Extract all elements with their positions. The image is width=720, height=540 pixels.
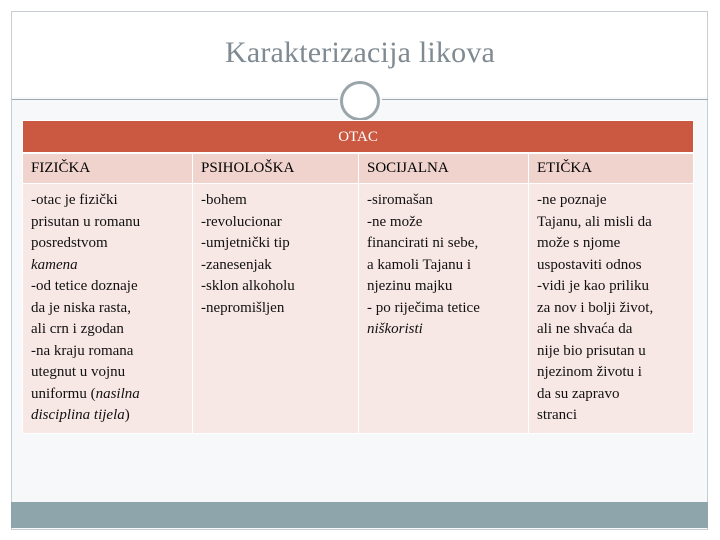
text-line: da je niska rasta, bbox=[31, 299, 131, 316]
title-divider-right bbox=[382, 99, 708, 100]
text-fragment: ) bbox=[124, 407, 130, 423]
text-line: financirati ni sebe, bbox=[367, 235, 479, 251]
text-line: njezinom životu i bbox=[537, 364, 642, 380]
text-line: -siromašan bbox=[367, 192, 433, 208]
text-line: -sklon alkoholu bbox=[201, 278, 295, 294]
characterization-table bbox=[22, 120, 694, 434]
table-row bbox=[23, 184, 694, 434]
cell-eticka bbox=[529, 184, 694, 434]
text-line: stranci bbox=[537, 407, 577, 423]
text-line: uspostaviti odnos bbox=[537, 256, 642, 273]
text-line: kamena bbox=[31, 256, 78, 273]
column-header-psiholoska: PSIHOLOŠKA bbox=[193, 153, 359, 184]
column-header-fizicka: FIZIČKA bbox=[23, 153, 193, 184]
cell-psiholoska bbox=[193, 184, 359, 434]
text-line: -revolucionar bbox=[201, 213, 282, 230]
column-header-socijalna: SOCIJALNA bbox=[359, 153, 529, 184]
text-line: -vidi je kao priliku bbox=[537, 278, 650, 294]
text-line: za nov i bolji život, bbox=[537, 299, 654, 316]
text-line: -nepromišljen bbox=[201, 299, 285, 316]
text-line: -umjetnički tip bbox=[201, 235, 290, 251]
text-line: -otac je fizički bbox=[31, 192, 118, 208]
table-header: OTAC bbox=[23, 121, 694, 154]
title-divider-left bbox=[12, 99, 338, 100]
text-line: -na kraju romana bbox=[31, 342, 134, 359]
text-line: - po riječima tetice bbox=[367, 299, 480, 316]
text-line: a kamoli Tajanu i bbox=[367, 256, 472, 273]
text-line: -ne poznaje bbox=[537, 192, 607, 208]
text-fragment: disciplina tijela bbox=[31, 407, 125, 423]
text-line: da su zapravo bbox=[537, 385, 620, 402]
footer-band bbox=[11, 502, 708, 528]
table-header-row bbox=[23, 121, 694, 154]
text-line: ali crn i zgodan bbox=[31, 321, 124, 337]
text-line: utegnut u vojnu bbox=[31, 364, 126, 380]
text-line: -bohem bbox=[201, 192, 247, 208]
text-line: nije bio prisutan u bbox=[537, 342, 646, 359]
slide-title: Karakterizacija likova bbox=[224, 36, 496, 69]
text-fragment: nasilna bbox=[95, 385, 140, 402]
text-line: može s njome bbox=[537, 235, 621, 251]
text-line: posredstvom bbox=[31, 235, 108, 251]
ring-ornament bbox=[340, 81, 380, 121]
cell-fizicka bbox=[23, 184, 193, 434]
text-line: ali ne shvaća da bbox=[537, 321, 633, 337]
text-line: prisutan u romanu bbox=[31, 213, 141, 230]
cell-socijalna bbox=[359, 184, 529, 434]
column-header-eticka: ETIČKA bbox=[529, 153, 694, 184]
text-line: -zanesenjak bbox=[201, 256, 272, 273]
text-fragment: uniformu ( bbox=[31, 385, 96, 402]
text-line bbox=[31, 384, 188, 406]
text-line: niškoristi bbox=[367, 321, 423, 337]
text-line: -od tetice doznaje bbox=[31, 278, 138, 294]
text-line: njezinu majku bbox=[367, 278, 453, 294]
column-header-row bbox=[23, 153, 694, 184]
text-line bbox=[31, 405, 188, 427]
text-line: Tajanu, ali misli da bbox=[537, 213, 652, 230]
text-line: -ne može bbox=[367, 213, 423, 230]
